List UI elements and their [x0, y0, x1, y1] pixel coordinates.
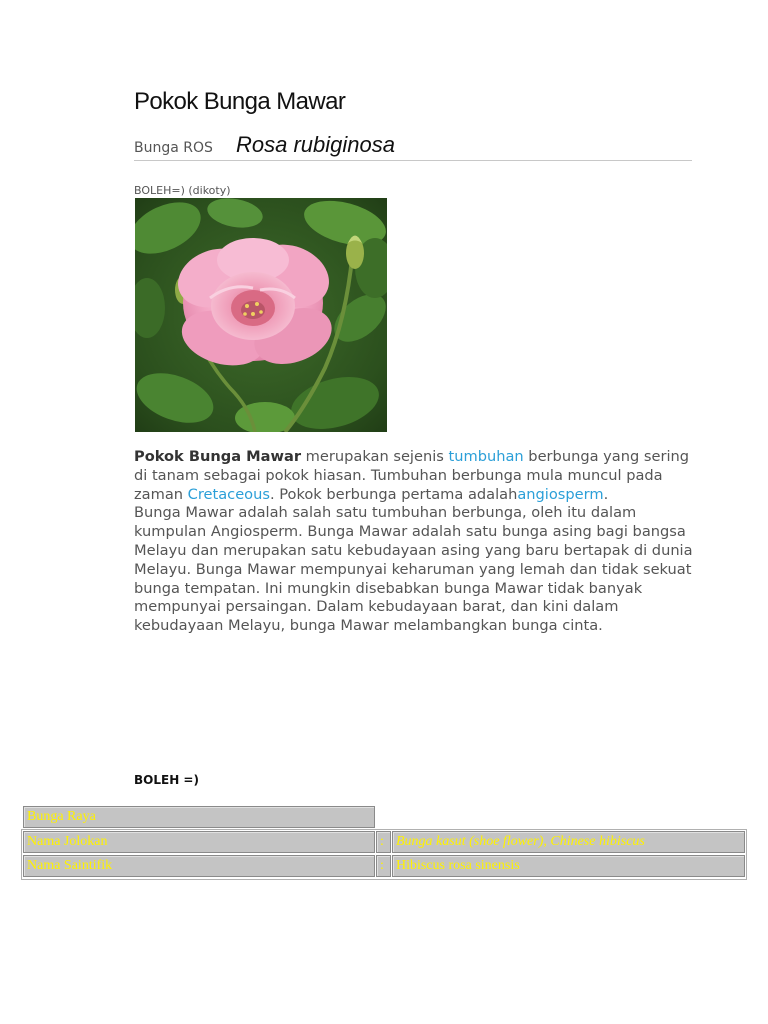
paragraph-intro [134, 448, 694, 504]
table-row-separator: : [376, 855, 391, 877]
subtitle-row [134, 130, 692, 161]
table-row-value: Hibiscus rosa sinensis [392, 855, 745, 877]
body-text [134, 448, 694, 636]
link-tumbuhan[interactable]: tumbuhan [448, 448, 524, 465]
table-row-label: Nama Jolokan [23, 831, 375, 853]
table-row-label: Nama Saintifik [23, 855, 375, 877]
link-angiosperm[interactable]: angiosperm [517, 485, 604, 503]
intro-text-1: merupakan sejenis [301, 448, 449, 465]
intro-text-3: . Pokok berbunga pertama adalah [269, 485, 518, 503]
rose-photo [135, 198, 387, 432]
intro-text-2: berbunga yang sering di tanam sebagai pokok hiasan. Tumbuhan berbunga mula muncul pada zaman [134, 448, 690, 503]
bold-lead: Pokok Bunga Mawar [134, 448, 302, 465]
table-row-value: Bunga kasut (shoe flower), Chinese hibiscus [392, 831, 745, 853]
page-title: Pokok Bunga Mawar [134, 88, 346, 115]
image-caption: BOLEH=) (dikoty) [134, 184, 231, 197]
table-row-separator: : [376, 831, 391, 853]
intro-text-4: . [603, 485, 609, 503]
table-header-cell: Bunga Raya [23, 806, 375, 828]
common-name: Bunga ROS [134, 140, 213, 156]
boleh-label: BOLEH =) [134, 773, 199, 787]
scientific-name: Rosa rubiginosa [236, 132, 395, 157]
link-cretaceous[interactable]: Cretaceous [187, 485, 270, 503]
paragraph-main: Bunga Mawar adalah salah satu tumbuhan berbunga, oleh itu dalam kumpulan Angiosperm. Bunga Mawar adalah satu bunga asing bagi bangsa Melayu dan merupakan satu kebudayaan asing yang baru bertapak di dunia Melayu. Bunga Mawar mempunyai keharuman yang lemah dan tidak sekuat bunga tempatan. Ini mungkin disebabkan bunga Mawar tidak banyak mempunyai persaingan. Dalam kebudayaan barat, dan kini dalam kebudayaan Melayu, bunga Mawar melambangkan bunga cinta. [134, 504, 693, 635]
